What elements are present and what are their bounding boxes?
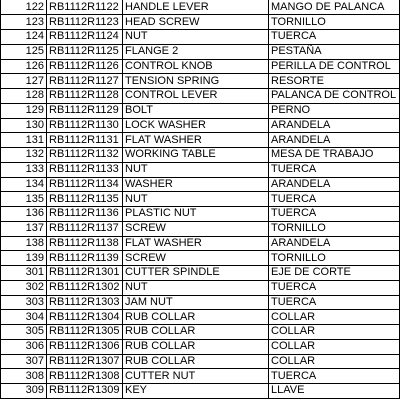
part-code-cell: RB1112R1131: [47, 133, 123, 148]
table-row: [1, 59, 400, 74]
table-row: [1, 236, 400, 251]
part-number-cell: 139: [1, 251, 47, 266]
description-english-cell: TENSION SPRING: [123, 74, 269, 89]
table-row: [1, 74, 400, 89]
table-row: [1, 103, 400, 118]
part-code-cell: RB1112R1139: [47, 251, 123, 266]
part-number-cell: 134: [1, 177, 47, 192]
description-english-cell: RUB COLLAR: [123, 339, 269, 354]
part-code-cell: RB1112R1135: [47, 192, 123, 207]
part-code-cell: RB1112R1130: [47, 118, 123, 133]
part-code-cell: RB1112R1302: [47, 280, 123, 295]
part-number-cell: 133: [1, 162, 47, 177]
description-english-cell: KEY: [123, 384, 269, 399]
description-english-cell: NUT: [123, 192, 269, 207]
part-number-cell: 130: [1, 118, 47, 133]
description-spanish-cell: COLLAR: [269, 325, 400, 340]
part-code-cell: RB1112R1125: [47, 44, 123, 59]
description-spanish-cell: EJE DE CORTE: [269, 266, 400, 281]
description-spanish-cell: TUERCA: [269, 207, 400, 222]
table-row: [1, 15, 400, 30]
description-english-cell: CUTTER NUT: [123, 369, 269, 384]
table-row: [1, 0, 400, 15]
part-number-cell: 303: [1, 295, 47, 310]
part-number-cell: 305: [1, 325, 47, 340]
description-spanish-cell: COLLAR: [269, 339, 400, 354]
description-english-cell: FLANGE 2: [123, 44, 269, 59]
description-spanish-cell: PESTAÑA: [269, 44, 400, 59]
table-row: [1, 192, 400, 207]
description-spanish-cell: TUERCA: [269, 30, 400, 45]
description-spanish-cell: TUERCA: [269, 295, 400, 310]
table-row: [1, 325, 400, 340]
table-row: [1, 177, 400, 192]
parts-table-body: [1, 0, 400, 398]
part-code-cell: RB1112R1307: [47, 354, 123, 369]
description-spanish-cell: LLAVE: [269, 384, 400, 399]
description-english-cell: RUB COLLAR: [123, 354, 269, 369]
part-number-cell: 126: [1, 59, 47, 74]
part-number-cell: 306: [1, 339, 47, 354]
description-spanish-cell: ARANDELA: [269, 118, 400, 133]
part-code-cell: RB1112R1306: [47, 339, 123, 354]
description-english-cell: PLASTIC NUT: [123, 207, 269, 222]
description-spanish-cell: PERILLA DE CONTROL: [269, 59, 400, 74]
table-row: [1, 339, 400, 354]
part-code-cell: RB1112R1137: [47, 221, 123, 236]
table-row: [1, 280, 400, 295]
part-code-cell: RB1112R1305: [47, 325, 123, 340]
table-row: [1, 133, 400, 148]
description-english-cell: BOLT: [123, 103, 269, 118]
description-english-cell: NUT: [123, 280, 269, 295]
table-row: [1, 162, 400, 177]
table-row: [1, 89, 400, 104]
part-code-cell: RB1112R1129: [47, 103, 123, 118]
table-row: [1, 251, 400, 266]
part-number-cell: 137: [1, 221, 47, 236]
part-number-cell: 131: [1, 133, 47, 148]
description-spanish-cell: TUERCA: [269, 280, 400, 295]
description-spanish-cell: PALANCA DE CONTROL: [269, 89, 400, 104]
description-spanish-cell: COLLAR: [269, 354, 400, 369]
part-number-cell: 301: [1, 266, 47, 281]
description-english-cell: WASHER: [123, 177, 269, 192]
description-spanish-cell: COLLAR: [269, 310, 400, 325]
part-code-cell: RB1112R1126: [47, 59, 123, 74]
description-english-cell: FLAT WASHER: [123, 133, 269, 148]
table-row: [1, 44, 400, 59]
part-code-cell: RB1112R1128: [47, 89, 123, 104]
part-number-cell: 307: [1, 354, 47, 369]
table-row: [1, 118, 400, 133]
description-english-cell: CONTROL LEVER: [123, 89, 269, 104]
table-row: [1, 30, 400, 45]
part-code-cell: RB1112R1303: [47, 295, 123, 310]
description-spanish-cell: TUERCA: [269, 162, 400, 177]
description-english-cell: NUT: [123, 162, 269, 177]
table-row: [1, 310, 400, 325]
description-english-cell: HEAD SCREW: [123, 15, 269, 30]
description-english-cell: LOCK WASHER: [123, 118, 269, 133]
part-number-cell: 135: [1, 192, 47, 207]
description-english-cell: SCREW: [123, 251, 269, 266]
part-code-cell: RB1112R1308: [47, 369, 123, 384]
description-english-cell: HANDLE LEVER: [123, 0, 269, 15]
part-number-cell: 138: [1, 236, 47, 251]
description-english-cell: WORKING TABLE: [123, 148, 269, 163]
description-spanish-cell: MANGO DE PALANCA: [269, 0, 400, 15]
table-row: [1, 384, 400, 399]
part-code-cell: RB1112R1304: [47, 310, 123, 325]
description-spanish-cell: PERNO: [269, 103, 400, 118]
description-spanish-cell: ARANDELA: [269, 177, 400, 192]
description-spanish-cell: ARANDELA: [269, 133, 400, 148]
part-code-cell: RB1112R1133: [47, 162, 123, 177]
part-code-cell: RB1112R1309: [47, 384, 123, 399]
part-number-cell: 128: [1, 89, 47, 104]
description-english-cell: CONTROL KNOB: [123, 59, 269, 74]
part-number-cell: 123: [1, 15, 47, 30]
part-code-cell: RB1112R1122: [47, 0, 123, 15]
table-row: [1, 266, 400, 281]
table-row: [1, 207, 400, 222]
description-spanish-cell: TUERCA: [269, 369, 400, 384]
part-number-cell: 125: [1, 44, 47, 59]
part-code-cell: RB1112R1134: [47, 177, 123, 192]
part-code-cell: RB1112R1138: [47, 236, 123, 251]
table-row: [1, 148, 400, 163]
description-spanish-cell: ARANDELA: [269, 236, 400, 251]
part-code-cell: RB1112R1123: [47, 15, 123, 30]
description-english-cell: NUT: [123, 30, 269, 45]
table-row: [1, 369, 400, 384]
description-english-cell: RUB COLLAR: [123, 325, 269, 340]
part-code-cell: RB1112R1124: [47, 30, 123, 45]
part-number-cell: 308: [1, 369, 47, 384]
part-number-cell: 129: [1, 103, 47, 118]
description-spanish-cell: RESORTE: [269, 74, 400, 89]
part-number-cell: 302: [1, 280, 47, 295]
description-english-cell: RUB COLLAR: [123, 310, 269, 325]
description-spanish-cell: TUERCA: [269, 192, 400, 207]
part-number-cell: 309: [1, 384, 47, 399]
part-number-cell: 124: [1, 30, 47, 45]
description-english-cell: JAM NUT: [123, 295, 269, 310]
part-code-cell: RB1112R1132: [47, 148, 123, 163]
table-row: [1, 354, 400, 369]
part-number-cell: 132: [1, 148, 47, 163]
part-number-cell: 304: [1, 310, 47, 325]
table-row: [1, 221, 400, 236]
description-spanish-cell: MESA DE TRABAJO: [269, 148, 400, 163]
part-code-cell: RB1112R1301: [47, 266, 123, 281]
description-english-cell: SCREW: [123, 221, 269, 236]
part-code-cell: RB1112R1127: [47, 74, 123, 89]
description-spanish-cell: TORNILLO: [269, 221, 400, 236]
description-english-cell: CUTTER SPINDLE: [123, 266, 269, 281]
part-number-cell: 127: [1, 74, 47, 89]
description-spanish-cell: TORNILLO: [269, 15, 400, 30]
table-row: [1, 295, 400, 310]
part-code-cell: RB1112R1136: [47, 207, 123, 222]
description-english-cell: FLAT WASHER: [123, 236, 269, 251]
description-spanish-cell: TORNILLO: [269, 251, 400, 266]
part-number-cell: 122: [1, 0, 47, 15]
part-number-cell: 136: [1, 207, 47, 222]
